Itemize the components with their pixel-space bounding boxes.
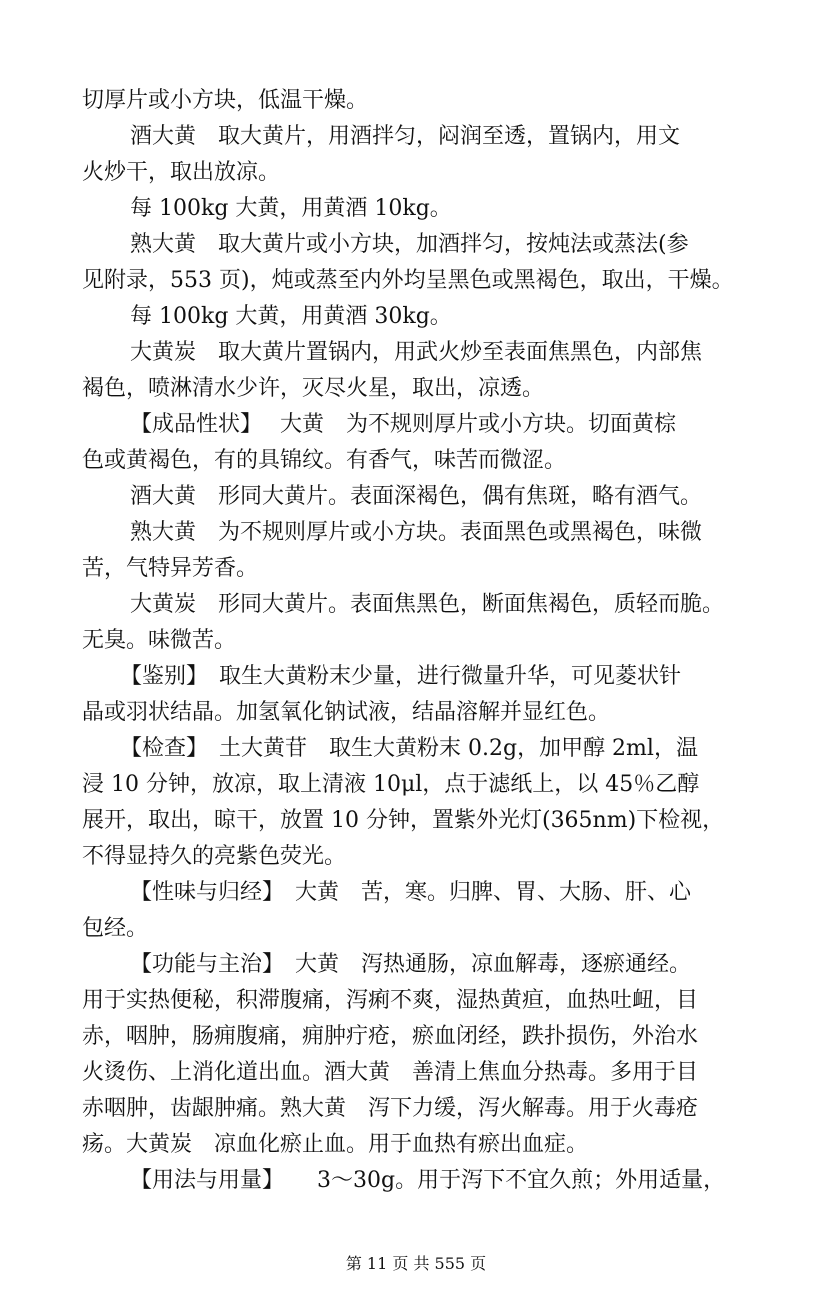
text-line: 火炒干，取出放凉。 <box>82 160 281 185</box>
text-line: 疡。大黄炭 凉血化瘀止血。用于血热有瘀出血症。 <box>82 1132 589 1157</box>
text-line: 切厚片或小方块，低温干燥。 <box>82 88 369 113</box>
text-line: 赤，咽肿，肠痈腹痛，痈肿疔疮，瘀血闭经，跌扑损伤，外治水 <box>82 1024 699 1049</box>
text-line: 晶或羽状结晶。加氢氧化钠试液，结晶溶解并显红色。 <box>82 700 611 725</box>
text-line: 浸 10 分钟，放凉，取上清液 10μl，点于滤纸上，以 45％乙醇 <box>82 772 700 797</box>
text-line: 【用法与用量】 3～30g。用于泻下不宜久煎；外用适量， <box>130 1168 726 1193</box>
text-line: 【性味与归经】 大黄 苦，寒。归脾、胃、大肠、肝、心 <box>130 880 692 905</box>
text-line: 【成品性状】 大黄 为不规则厚片或小方块。切面黄棕 <box>130 412 676 437</box>
text-line: 褐色，喷淋清水少许，灭尽火星，取出，凉透。 <box>82 376 545 401</box>
text-line: 【鉴别】 取生大黄粉末少量，进行微量升华，可见菱状针 <box>120 664 682 689</box>
text-line: 每 100kg 大黄，用黄酒 10kg。 <box>130 196 452 221</box>
text-line: 【功能与主治】 大黄 泻热通肠，凉血解毒，逐瘀通经。 <box>130 952 692 977</box>
text-line: 【检查】 土大黄苷 取生大黄粉末 0.2g，加甲醇 2ml，温 <box>120 736 698 761</box>
page-number-footer: 第 11 页 共 555 页 <box>345 1254 487 1273</box>
text-line: 酒大黄 取大黄片，用酒拌匀，闷润至透，置锅内，用文 <box>130 124 681 149</box>
text-line: 酒大黄 形同大黄片。表面深褐色，偶有焦斑，略有酒气。 <box>130 484 703 509</box>
text-line: 无臭。味微苦。 <box>82 628 237 653</box>
text-line: 赤咽肿，齿龈肿痛。熟大黄 泻下力缓，泻火解毒。用于火毒疮 <box>82 1096 699 1121</box>
text-line: 展开，取出，晾干，放置 10 分钟，置紫外光灯(365nm)下检视， <box>82 808 725 833</box>
text-line: 火烫伤、上消化道出血。酒大黄 善清上焦血分热毒。多用于目 <box>82 1060 699 1085</box>
text-line: 每 100kg 大黄，用黄酒 30kg。 <box>130 304 452 329</box>
text-line: 包经。 <box>82 916 149 941</box>
text-line: 色或黄褐色，有的具锦纹。有香气，味苦而微涩。 <box>82 448 567 473</box>
text-line: 熟大黄 为不规则厚片或小方块。表面黑色或黑褐色，味微 <box>130 520 703 545</box>
text-line: 大黄炭 形同大黄片。表面焦黑色，断面焦褐色，质轻而脆。 <box>130 592 725 617</box>
text-line: 大黄炭 取大黄片置锅内，用武火炒至表面焦黑色，内部焦 <box>130 340 703 365</box>
text-line: 熟大黄 取大黄片或小方块，加酒拌匀，按炖法或蒸法(参 <box>130 232 689 257</box>
text-line: 不得显持久的亮紫色荧光。 <box>82 844 347 869</box>
text-line: 见附录，553 页)，炖或蒸至内外均呈黑色或黑褐色，取出，干燥。 <box>82 268 734 293</box>
text-line: 用于实热便秘，积滞腹痛，泻痢不爽，湿热黄疸，血热吐衄，目 <box>82 988 699 1013</box>
text-line: 苦，气特异芳香。 <box>82 556 259 581</box>
